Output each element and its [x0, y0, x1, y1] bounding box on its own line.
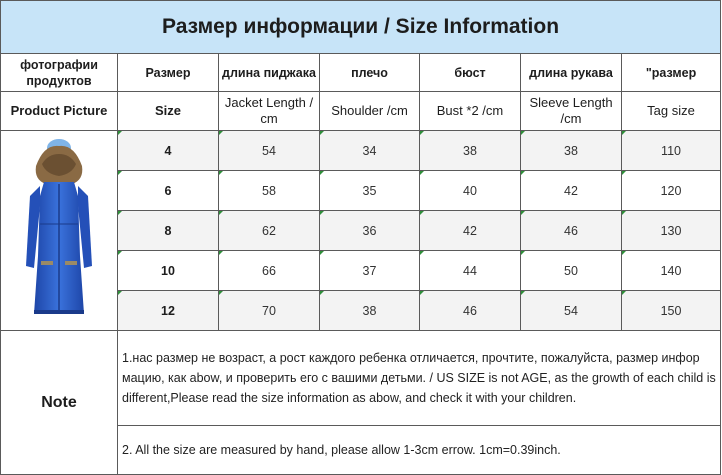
- length-cell: 54: [219, 131, 320, 171]
- sleeve-cell: 54: [521, 291, 622, 331]
- header-en-photo: Product Picture: [1, 92, 118, 131]
- sleeve-cell: 42: [521, 171, 622, 211]
- size-cell: 6: [118, 171, 219, 211]
- header-ru-length: длина пиджака: [219, 54, 320, 92]
- shoulder-cell: 36: [320, 211, 420, 251]
- length-cell: 62: [219, 211, 320, 251]
- note-line-1: 1.нас размер не возраст, а рост каждого ребенка отличается, прочтите, пожалуйста, размер инфор мацию, как abow, и проверить его с вашими детьми. / US SIZE is not AGE, as the growth of each child is different,Please read the size information as abow, and check it with your children.: [118, 331, 721, 426]
- header-en-tag: Tag size: [622, 92, 721, 131]
- length-cell: 58: [219, 171, 320, 211]
- sleeve-cell: 50: [521, 251, 622, 291]
- header-ru-size: Размер: [118, 54, 219, 92]
- bust-cell: 38: [420, 131, 521, 171]
- bust-cell: 46: [420, 291, 521, 331]
- shoulder-cell: 34: [320, 131, 420, 171]
- header-ru-sleeve: длина рукава: [521, 54, 622, 92]
- header-en-shoulder: Shoulder /cm: [320, 92, 420, 131]
- header-ru-photo: фотографии продуктов: [1, 54, 118, 92]
- header-ru-bust: бюст: [420, 54, 521, 92]
- tag-cell: 120: [622, 171, 721, 211]
- header-en-sleeve: Sleeve Length /cm: [521, 92, 622, 131]
- shoulder-cell: 38: [320, 291, 420, 331]
- product-picture: [1, 131, 118, 331]
- header-ru-tag: "размер: [622, 54, 721, 92]
- header-ru-shoulder: плечо: [320, 54, 420, 92]
- length-cell: 70: [219, 291, 320, 331]
- tag-cell: 130: [622, 211, 721, 251]
- tag-cell: 150: [622, 291, 721, 331]
- note-line-2: 2. All the size are measured by hand, please allow 1-3cm errow. 1cm=0.39inch.: [118, 426, 721, 475]
- shoulder-cell: 35: [320, 171, 420, 211]
- header-en-length: Jacket Length / cm: [219, 92, 320, 131]
- jacket-image: [14, 136, 104, 326]
- bust-cell: 40: [420, 171, 521, 211]
- sleeve-cell: 46: [521, 211, 622, 251]
- sleeve-cell: 38: [521, 131, 622, 171]
- note-label: Note: [1, 331, 118, 475]
- bust-cell: 44: [420, 251, 521, 291]
- header-en-size: Size: [118, 92, 219, 131]
- shoulder-cell: 37: [320, 251, 420, 291]
- tag-cell: 140: [622, 251, 721, 291]
- size-cell: 10: [118, 251, 219, 291]
- chart-title: Размер информации / Size Information: [1, 1, 721, 54]
- table-row: [1, 131, 721, 171]
- size-cell: 4: [118, 131, 219, 171]
- size-cell: 8: [118, 211, 219, 251]
- bust-cell: 42: [420, 211, 521, 251]
- header-en-bust: Bust *2 /cm: [420, 92, 521, 131]
- tag-cell: 110: [622, 131, 721, 171]
- length-cell: 66: [219, 251, 320, 291]
- size-cell: 12: [118, 291, 219, 331]
